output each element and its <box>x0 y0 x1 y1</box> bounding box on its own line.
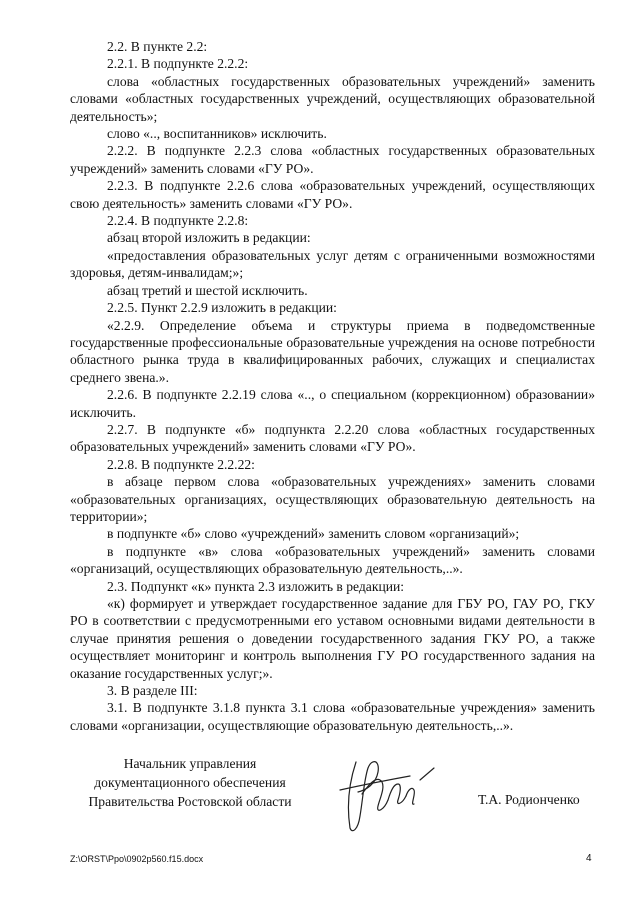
paragraph: 2.3. Подпункт «к» пункта 2.3 изложить в редакции: <box>107 578 405 594</box>
paragraph: «предоставления образовательных услуг детям с ограниченными возможностями здоровья, детям-инвалидам;»; <box>70 247 595 281</box>
paragraph: 2.2.8. В подпункте 2.2.22: <box>107 456 255 472</box>
paragraph: 2.2.7. В подпункте «б» подпункта 2.2.20 слова «областных государственных образовательных учреждений» заменить словами «ГУ РО». <box>70 421 595 455</box>
paragraph: 2.2. В пункте 2.2: <box>107 39 208 54</box>
paragraph: 2.2.3. В подпункте 2.2.6 слова «образовательных учреждений, осуществляющих свою деятельность» заменить словами «ГУ РО». <box>70 178 595 211</box>
paragraph: 2.2.4. В подпункте 2.2.8: <box>107 213 249 229</box>
handwritten-signature <box>328 750 438 840</box>
paragraph: в подпункте «в» слова «образовательных учреждений» заменить словами «организаций, осуществляющих образовательную деятельность,..». <box>70 543 595 577</box>
document-body <box>70 38 595 734</box>
signer-name: Т.А. Родионченко <box>478 792 580 807</box>
paragraph: 2.2.2. В подпункте 2.2.3 слова «областных государственных образовательных учреждений» заменить словами «ГУ РО». <box>70 143 595 176</box>
paragraph: слово «.., воспитанников» исключить. <box>107 126 327 142</box>
signatory-title-line: Правительства Ростовской области <box>88 794 292 809</box>
signatory-title-line: Начальник управления <box>123 756 257 771</box>
page-number: 4 <box>586 853 592 864</box>
footer-file-path: Z:\ORST\Ppo\0902p560.f15.docx <box>70 854 204 864</box>
paragraph: 2.2.1. В подпункте 2.2.2: <box>107 56 249 72</box>
paragraph: абзац третий и шестой исключить. <box>107 282 308 298</box>
signatory-title-line: документационного обеспечения <box>94 775 286 790</box>
signatory-position <box>70 754 310 811</box>
paragraph: 2.2.6. В подпункте 2.2.19 слова «.., о специальном (коррекционном) образовании» исключить. <box>70 387 595 420</box>
paragraph: «к) формирует и утверждает государственное задание для ГБУ РО, ГАУ РО, ГКУ РО в соответствии с предусмотренными его уставом основными видами деятельности в случае принятия решения о доведении государственного задания ГКУ РО, а также осуществляет мониторинг и контроль выполнения ГУ РО государственного задания на оказание государственных услуг;». <box>70 596 595 681</box>
paragraph: слова «областных государственных образовательных учреждений» заменить словами «областных государственных учреждений, осуществляющих образовательной деятельность»; <box>70 73 595 124</box>
paragraph: в подпункте «б» слово «учреждений» заменить словом «организаций»; <box>107 526 520 542</box>
paragraph: 2.2.5. Пункт 2.2.9 изложить в редакции: <box>107 300 337 316</box>
paragraph: 3.1. В подпункте 3.1.8 пункта 3.1 слова «образовательные учреждения» заменить словами «организации, осуществляющие образовательную деятельность,..». <box>70 700 595 733</box>
paragraph: абзац второй изложить в редакции: <box>107 230 311 246</box>
paragraph: 3. В разделе III: <box>107 683 198 699</box>
paragraph: в абзаце первом слова «образовательных учреждениях» заменить словами «образовательных организациях, осуществляющих образовательную деятельность на территории»; <box>70 474 595 524</box>
paragraph: «2.2.9. Определение объема и структуры приема в подведомственные государственные профессиональные образовательные учреждения на основе потребности областного рынка труда в квалифицированных рабочих, служащих и специалистах среднего звена.». <box>70 317 595 385</box>
